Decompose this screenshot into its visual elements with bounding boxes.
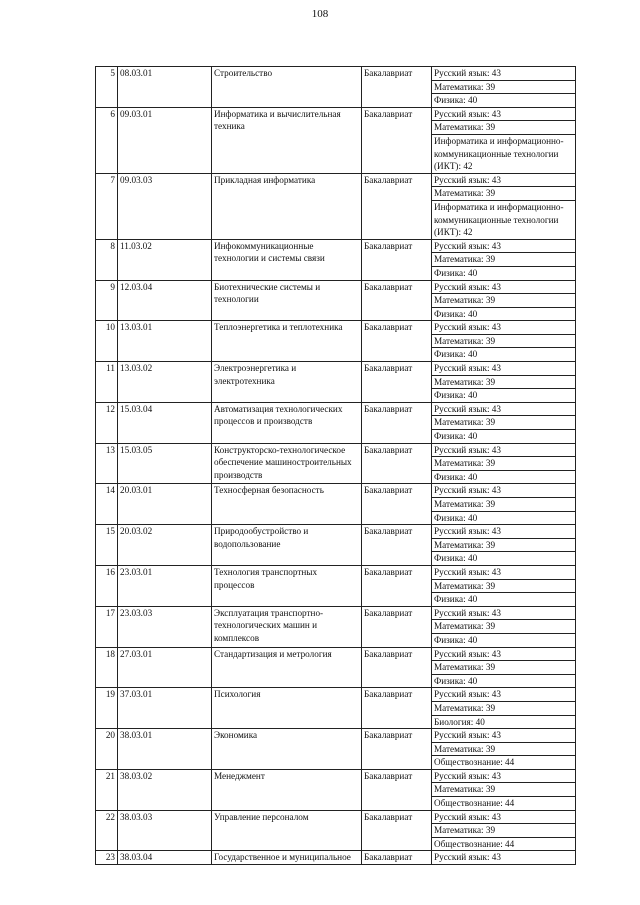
program-name-cell: Психология bbox=[212, 688, 362, 729]
exam-item: Математика: 39 bbox=[431, 81, 575, 95]
exam-item: Русский язык: 43 bbox=[431, 67, 575, 81]
exam-item: Русский язык: 43 bbox=[431, 648, 575, 662]
page-number: 108 bbox=[311, 8, 329, 20]
program-name-cell: Экономика bbox=[212, 729, 362, 770]
program-code-cell: 38.03.01 bbox=[118, 729, 212, 770]
education-level-cell: Бакалавриат bbox=[362, 67, 432, 108]
exam-item: Математика: 39 bbox=[431, 457, 575, 471]
exam-item: Информатика и информационно-коммуникационные технологии (ИКТ): 42 bbox=[434, 135, 564, 172]
education-level-cell: Бакалавриат bbox=[362, 443, 432, 484]
exam-item: Физика: 40 bbox=[434, 594, 478, 605]
row-number-cell: 21 bbox=[96, 769, 118, 810]
program-name-cell: Теплоэнергетика и теплотехника bbox=[212, 321, 362, 362]
exam-item: Русский язык: 43 bbox=[431, 729, 575, 743]
exam-list bbox=[434, 484, 573, 524]
exam-item: Математика: 39 bbox=[431, 376, 575, 390]
entrance-exams-cell bbox=[432, 280, 576, 321]
exam-item: Физика: 40 bbox=[434, 308, 478, 319]
exam-list bbox=[434, 108, 573, 173]
education-level-cell: Бакалавриат bbox=[362, 565, 432, 606]
exam-item: Математика: 39 bbox=[431, 121, 575, 135]
row-number-cell: 5 bbox=[96, 67, 118, 108]
exam-item: Информатика и информационно-коммуникационные технологии (ИКТ): 42 bbox=[434, 201, 564, 238]
exam-list bbox=[434, 525, 573, 565]
table-row bbox=[96, 810, 576, 851]
exam-list bbox=[434, 240, 573, 280]
program-name-cell: Строительство bbox=[212, 67, 362, 108]
entrance-exams-cell bbox=[432, 67, 576, 108]
exam-item: Русский язык: 43 bbox=[431, 525, 575, 539]
exam-item: Математика: 39 bbox=[431, 253, 575, 267]
exam-list bbox=[434, 770, 573, 810]
exam-item: Русский язык: 43 bbox=[431, 174, 575, 188]
exam-list bbox=[434, 566, 573, 606]
exam-item: Физика: 40 bbox=[434, 512, 478, 523]
row-number-cell: 12 bbox=[96, 402, 118, 443]
table-row bbox=[96, 647, 576, 688]
program-code-cell: 13.03.01 bbox=[118, 321, 212, 362]
row-number-cell: 23 bbox=[96, 851, 118, 865]
exam-item: Математика: 39 bbox=[431, 294, 575, 308]
education-level-cell: Бакалавриат bbox=[362, 402, 432, 443]
table-row bbox=[96, 769, 576, 810]
row-number-cell: 17 bbox=[96, 606, 118, 647]
table-row bbox=[96, 525, 576, 566]
exam-item: Обществознание: 44 bbox=[434, 757, 515, 768]
exam-list bbox=[434, 444, 573, 484]
program-name-cell: Государственное и муниципальное bbox=[212, 851, 362, 865]
program-name-cell: Автоматизация технологических процессов и производств bbox=[212, 402, 362, 443]
exam-item: Физика: 40 bbox=[434, 349, 478, 360]
program-code-cell: 12.03.04 bbox=[118, 280, 212, 321]
exam-item: Физика: 40 bbox=[434, 95, 478, 106]
row-number-cell: 22 bbox=[96, 810, 118, 851]
program-name-cell: Биотехнические системы и технологии bbox=[212, 280, 362, 321]
entrance-exams-cell bbox=[432, 107, 576, 173]
exam-item: Русский язык: 43 bbox=[431, 403, 575, 417]
exam-item: Математика: 39 bbox=[431, 580, 575, 594]
entrance-exams-cell bbox=[432, 173, 576, 239]
program-code-cell: 13.03.02 bbox=[118, 362, 212, 403]
exam-item: Русский язык: 43 bbox=[431, 566, 575, 580]
education-level-cell: Бакалавриат bbox=[362, 173, 432, 239]
row-number-cell: 11 bbox=[96, 362, 118, 403]
exam-item: Физика: 40 bbox=[434, 431, 478, 442]
exam-item: Русский язык: 43 bbox=[431, 770, 575, 784]
entrance-exams-cell bbox=[432, 321, 576, 362]
exam-item: Математика: 39 bbox=[431, 824, 575, 838]
program-name-cell: Информатика и вычислительная техника bbox=[212, 107, 362, 173]
table-row bbox=[96, 565, 576, 606]
exam-item: Физика: 40 bbox=[434, 675, 478, 686]
program-code-cell: 38.03.03 bbox=[118, 810, 212, 851]
program-code-cell: 37.03.01 bbox=[118, 688, 212, 729]
exam-list bbox=[434, 362, 573, 402]
program-name-cell: Конструкторско-технологическое обеспечение машиностроительных производств bbox=[212, 443, 362, 484]
exam-item: Математика: 39 bbox=[431, 661, 575, 675]
education-level-cell: Бакалавриат bbox=[362, 239, 432, 280]
program-code-cell: 20.03.01 bbox=[118, 484, 212, 525]
program-name-cell: Электроэнергетика и электротехника bbox=[212, 362, 362, 403]
table-row bbox=[96, 239, 576, 280]
exam-item: Математика: 39 bbox=[431, 539, 575, 553]
program-code-cell: 15.03.05 bbox=[118, 443, 212, 484]
exam-list bbox=[434, 811, 573, 851]
row-number-cell: 16 bbox=[96, 565, 118, 606]
exam-item: Математика: 39 bbox=[431, 335, 575, 349]
row-number-cell: 20 bbox=[96, 729, 118, 770]
entrance-exams-cell bbox=[432, 565, 576, 606]
exam-item: Математика: 39 bbox=[431, 783, 575, 797]
table-row bbox=[96, 67, 576, 108]
program-code-cell: 20.03.02 bbox=[118, 525, 212, 566]
table-row bbox=[96, 362, 576, 403]
exam-item: Русский язык: 43 bbox=[431, 240, 575, 254]
entrance-exams-cell bbox=[432, 647, 576, 688]
exam-item: Русский язык: 43 bbox=[431, 108, 575, 122]
education-level-cell: Бакалавриат bbox=[362, 525, 432, 566]
exam-item: Физика: 40 bbox=[434, 553, 478, 564]
education-level-cell: Бакалавриат bbox=[362, 729, 432, 770]
table-body bbox=[96, 67, 576, 865]
exam-item: Математика: 39 bbox=[431, 498, 575, 512]
program-code-cell: 08.03.01 bbox=[118, 67, 212, 108]
table-row bbox=[96, 173, 576, 239]
exam-item: Русский язык: 43 bbox=[431, 321, 575, 335]
exam-list bbox=[434, 321, 573, 361]
program-code-cell: 11.03.02 bbox=[118, 239, 212, 280]
program-name-cell: Природообустройство и водопользование bbox=[212, 525, 362, 566]
table-row bbox=[96, 606, 576, 647]
exam-item: Русский язык: 43 bbox=[431, 362, 575, 376]
entrance-exams-cell bbox=[432, 810, 576, 851]
entrance-exams-cell bbox=[432, 769, 576, 810]
exam-item: Русский язык: 43 bbox=[431, 607, 575, 621]
table-row bbox=[96, 321, 576, 362]
exam-item: Математика: 39 bbox=[431, 743, 575, 757]
education-level-cell: Бакалавриат bbox=[362, 606, 432, 647]
exam-list bbox=[434, 174, 573, 239]
exam-item: Физика: 40 bbox=[434, 390, 478, 401]
program-code-cell: 27.03.01 bbox=[118, 647, 212, 688]
entrance-exams-cell bbox=[432, 525, 576, 566]
education-level-cell: Бакалавриат bbox=[362, 647, 432, 688]
program-name-cell: Стандартизация и метрология bbox=[212, 647, 362, 688]
entrance-exams-cell bbox=[432, 851, 576, 865]
exam-item: Обществознание: 44 bbox=[434, 798, 515, 809]
entrance-exams-cell bbox=[432, 443, 576, 484]
exam-item: Математика: 39 bbox=[431, 702, 575, 716]
education-level-cell: Бакалавриат bbox=[362, 321, 432, 362]
table-row bbox=[96, 484, 576, 525]
exam-list bbox=[434, 729, 573, 769]
exam-item: Русский язык: 43 bbox=[431, 444, 575, 458]
exam-item: Математика: 39 bbox=[431, 416, 575, 430]
program-code-cell: 38.03.04 bbox=[118, 851, 212, 865]
program-code-cell: 23.03.03 bbox=[118, 606, 212, 647]
program-code-cell: 09.03.03 bbox=[118, 173, 212, 239]
table-row bbox=[96, 443, 576, 484]
exam-list bbox=[434, 403, 573, 443]
education-level-cell: Бакалавриат bbox=[362, 484, 432, 525]
entrance-exams-cell bbox=[432, 402, 576, 443]
exam-item: Физика: 40 bbox=[434, 471, 478, 482]
row-number-cell: 6 bbox=[96, 107, 118, 173]
entrance-exams-cell bbox=[432, 239, 576, 280]
exam-item: Биология: 40 bbox=[434, 716, 485, 727]
education-level-cell: Бакалавриат bbox=[362, 851, 432, 865]
row-number-cell: 8 bbox=[96, 239, 118, 280]
program-code-cell: 15.03.04 bbox=[118, 402, 212, 443]
program-code-cell: 38.03.02 bbox=[118, 769, 212, 810]
exam-list bbox=[434, 648, 573, 688]
table-row bbox=[96, 729, 576, 770]
education-level-cell: Бакалавриат bbox=[362, 769, 432, 810]
program-name-cell: Технология транспортных процессов bbox=[212, 565, 362, 606]
row-number-cell: 15 bbox=[96, 525, 118, 566]
education-level-cell: Бакалавриат bbox=[362, 688, 432, 729]
row-number-cell: 18 bbox=[96, 647, 118, 688]
exam-item: Физика: 40 bbox=[434, 267, 478, 278]
program-code-cell: 23.03.01 bbox=[118, 565, 212, 606]
education-level-cell: Бакалавриат bbox=[362, 810, 432, 851]
row-number-cell: 14 bbox=[96, 484, 118, 525]
entrance-exams-cell bbox=[432, 606, 576, 647]
exam-item: Русский язык: 43 bbox=[431, 281, 575, 295]
table-row bbox=[96, 851, 576, 865]
exam-list bbox=[434, 607, 573, 647]
row-number-cell: 10 bbox=[96, 321, 118, 362]
row-number-cell: 9 bbox=[96, 280, 118, 321]
program-code-cell: 09.03.01 bbox=[118, 107, 212, 173]
program-name-cell: Управление персоналом bbox=[212, 810, 362, 851]
exam-item: Русский язык: 43 bbox=[431, 688, 575, 702]
program-name-cell: Менеджмент bbox=[212, 769, 362, 810]
program-name-cell: Техносферная безопасность bbox=[212, 484, 362, 525]
exam-list bbox=[434, 851, 573, 864]
table-row bbox=[96, 280, 576, 321]
exam-list bbox=[434, 281, 573, 321]
exam-item: Математика: 39 bbox=[431, 620, 575, 634]
entrance-exams-cell bbox=[432, 688, 576, 729]
exam-list bbox=[434, 688, 573, 728]
exam-item: Русский язык: 43 bbox=[431, 811, 575, 825]
education-level-cell: Бакалавриат bbox=[362, 107, 432, 173]
exam-item: Математика: 39 bbox=[431, 187, 575, 201]
education-level-cell: Бакалавриат bbox=[362, 362, 432, 403]
program-name-cell: Прикладная информатика bbox=[212, 173, 362, 239]
program-name-cell: Эксплуатация транспортно-технологических машин и комплексов bbox=[212, 606, 362, 647]
exam-list bbox=[434, 67, 573, 107]
admission-table bbox=[95, 66, 576, 865]
entrance-exams-cell bbox=[432, 362, 576, 403]
entrance-exams-cell bbox=[432, 484, 576, 525]
row-number-cell: 13 bbox=[96, 443, 118, 484]
education-level-cell: Бакалавриат bbox=[362, 280, 432, 321]
exam-item: Обществознание: 44 bbox=[434, 838, 515, 849]
exam-item: Физика: 40 bbox=[434, 634, 478, 645]
exam-item: Русский язык: 43 bbox=[431, 484, 575, 498]
table-row bbox=[96, 688, 576, 729]
row-number-cell: 7 bbox=[96, 173, 118, 239]
row-number-cell: 19 bbox=[96, 688, 118, 729]
entrance-exams-cell bbox=[432, 729, 576, 770]
table-row bbox=[96, 402, 576, 443]
program-name-cell: Инфокоммуникационные технологии и системы связи bbox=[212, 239, 362, 280]
table-row bbox=[96, 107, 576, 173]
exam-item: Русский язык: 43 bbox=[434, 852, 501, 863]
